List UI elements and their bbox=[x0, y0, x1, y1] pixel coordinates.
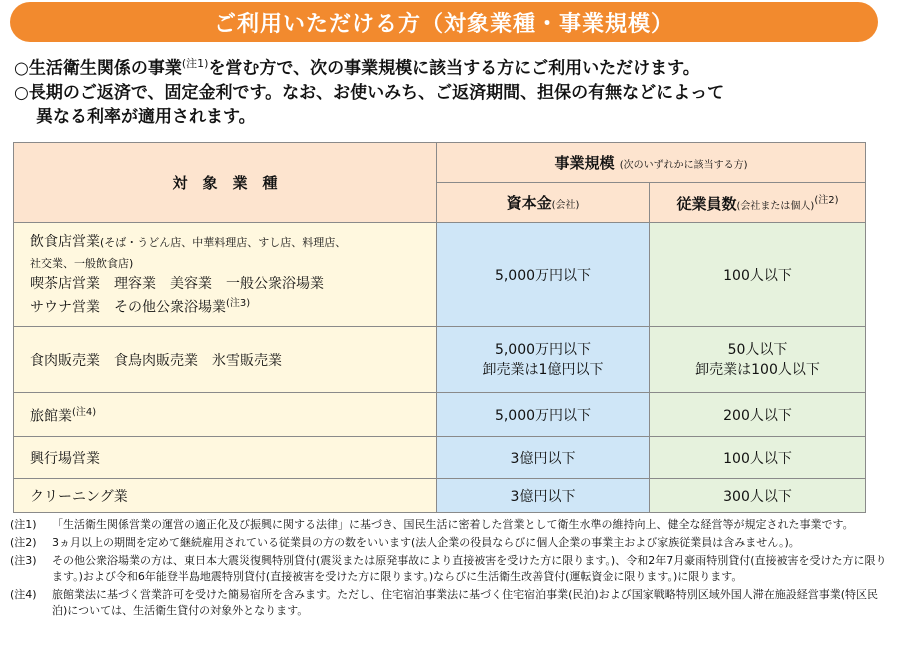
header-scale-label: 事業規模 bbox=[554, 154, 615, 172]
industry-cell: 興行場営業 bbox=[14, 437, 437, 479]
employees-cell: 100人以下 bbox=[650, 437, 866, 479]
footnote bbox=[10, 553, 890, 585]
employees-value: 卸売業は100人以下 bbox=[695, 361, 820, 378]
industry-cell: 食肉販売業 食鳥肉販売業 氷雪販売業 bbox=[14, 327, 437, 393]
eligibility-table bbox=[13, 142, 866, 513]
industry-name: 喫茶店営業 理容業 美容業 一般公衆浴場業 bbox=[30, 275, 324, 292]
capital-cell bbox=[437, 327, 650, 393]
intro-text bbox=[14, 52, 890, 129]
header-capital-label: 資本金 bbox=[506, 194, 552, 212]
industry-detail: 社交業、一般飲食店) bbox=[30, 256, 134, 270]
footnote bbox=[10, 587, 890, 619]
industry-name: 飲食店営業 bbox=[30, 233, 100, 250]
note-ref: (注4) bbox=[72, 407, 97, 419]
capital-cell: 5,000万円以下 bbox=[437, 223, 650, 327]
note-ref: (注3) bbox=[226, 297, 251, 309]
footnote-text: その他公衆浴場業の方は、東日本大震災復興特別貸付(震災または原発事故により直接被害を受けた方に限ります。)、令和2年7月豪雨特別貸付(直接被害を受けた方に限ります。)および令和6年能登半島地震特別貸付(直接被害を受けた方に限ります。)ならびに生活衛生改善貸付(運転資金に限ります。)に限ります。 bbox=[52, 554, 887, 583]
note-ref: (注2) bbox=[814, 195, 839, 206]
employees-cell: 200人以下 bbox=[650, 393, 866, 437]
table-row bbox=[14, 327, 866, 393]
footnotes bbox=[10, 517, 890, 621]
footnote-label: (注4) bbox=[10, 588, 37, 601]
employees-cell: 100人以下 bbox=[650, 223, 866, 327]
header-scale bbox=[437, 143, 866, 183]
industry-cell bbox=[14, 393, 437, 437]
footnote-label: (注1) bbox=[10, 518, 37, 531]
intro-line-1 bbox=[14, 52, 890, 81]
intro-line-1a: ○生活衛生関係の事業 bbox=[14, 58, 182, 79]
intro-line-1b: を営む方で、次の事業規模に該当する方にご利用いただけます。 bbox=[208, 58, 700, 79]
footnote-label: (注2) bbox=[10, 536, 37, 549]
capital-cell: 3億円以下 bbox=[437, 437, 650, 479]
footnote bbox=[10, 535, 890, 551]
footnote-text: 旅館業法に基づく営業許可を受けた簡易宿所を含みます。ただし、住宅宿泊事業法に基づく住宅宿泊事業(民泊)および国家戦略特別区域外国人滞在施設経営事業(特区民泊)については、生活衛生貸付の対象外となります。 bbox=[52, 588, 878, 617]
industry-name: 旅館業 bbox=[30, 408, 72, 425]
table-row bbox=[14, 437, 866, 479]
intro-line-2: ○長期のご返済で、固定金利です。なお、お使いみち、ご返済期間、担保の有無などによって bbox=[14, 82, 725, 103]
industry-name: サウナ営業 その他公衆浴場業 bbox=[30, 299, 226, 316]
note-ref: (注1) bbox=[181, 57, 209, 70]
capital-value: 卸売業は1億円以下 bbox=[482, 361, 604, 378]
header-employees bbox=[650, 183, 866, 223]
footnote-text: 3ヵ月以上の期間を定めて継続雇用されている従業員の方の数をいいます(法人企業の役員ならびに個人企業の事業主および家族従業員は含みません。)。 bbox=[52, 536, 800, 549]
capital-cell: 3億円以下 bbox=[437, 479, 650, 513]
footnote-label: (注3) bbox=[10, 554, 37, 567]
employees-cell: 300人以下 bbox=[650, 479, 866, 513]
table-row bbox=[14, 223, 866, 327]
header-capital bbox=[437, 183, 650, 223]
header-employees-note: (会社または個人) bbox=[736, 201, 815, 212]
industry-cell bbox=[14, 223, 437, 327]
page-banner: ご利用いただける方（対象業種・事業規模） bbox=[10, 2, 878, 42]
table-row bbox=[14, 479, 866, 513]
footnote-text: 「生活衛生関係営業の運営の適正化及び振興に関する法律」に基づき、国民生活に密着した営業として衛生水準の維持向上、健全な経営等が規定された事業です。 bbox=[52, 518, 854, 531]
table-row bbox=[14, 393, 866, 437]
footnote bbox=[10, 517, 890, 533]
header-industry: 対 象 業 種 bbox=[14, 143, 437, 223]
industry-cell: クリーニング業 bbox=[14, 479, 437, 513]
header-scale-note: (次のいずれかに該当する方) bbox=[619, 160, 748, 171]
industry-detail: (そば・うどん店、中華料理店、すし店、料理店、 bbox=[100, 235, 347, 249]
header-capital-note: (会社) bbox=[551, 200, 580, 211]
employees-value: 50人以下 bbox=[727, 341, 788, 358]
intro-line-3: 異なる利率が適用されます。 bbox=[36, 106, 256, 127]
capital-value: 5,000万円以下 bbox=[494, 341, 592, 358]
capital-cell: 5,000万円以下 bbox=[437, 393, 650, 437]
employees-cell bbox=[650, 327, 866, 393]
header-employees-label: 従業員数 bbox=[676, 195, 737, 213]
